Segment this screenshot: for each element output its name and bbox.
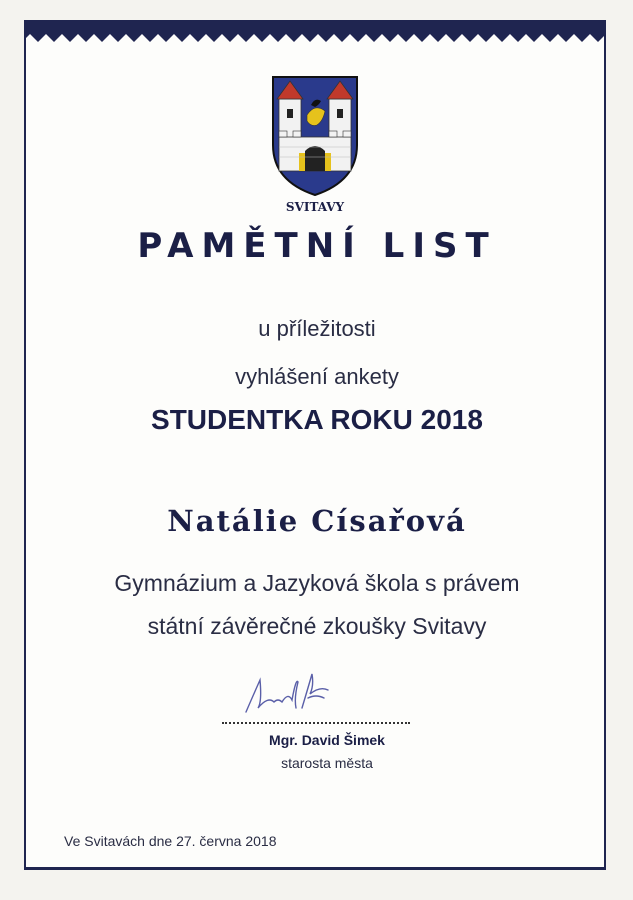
- handwritten-signature: [238, 668, 338, 718]
- signature-line: [222, 722, 410, 724]
- certificate-sheet: [24, 20, 606, 870]
- svitavy-coat-of-arms: [271, 75, 359, 215]
- document-title: PAMĚTNÍ LIST: [137, 226, 497, 266]
- school-line-2: státní závěrečné zkoušky Svitavy: [147, 613, 487, 639]
- date-line: Ve Svitavách dne 27. června 2018: [64, 833, 277, 849]
- school-line-1: Gymnázium a Jazyková škola s právem: [114, 570, 520, 596]
- signatory-role: starosta města: [281, 755, 373, 771]
- crest-town-name: SVITAVY: [285, 200, 345, 214]
- intro-line-1: u příležitosti: [258, 316, 376, 341]
- signatory-name: Mgr. David Šimek: [269, 732, 385, 748]
- scalloped-border: [24, 20, 606, 50]
- intro-line-2: vyhlášení ankety: [235, 364, 399, 389]
- recipient-name: Natálie Císařová: [167, 504, 467, 538]
- event-title: STUDENTKA ROKU 2018: [151, 404, 483, 435]
